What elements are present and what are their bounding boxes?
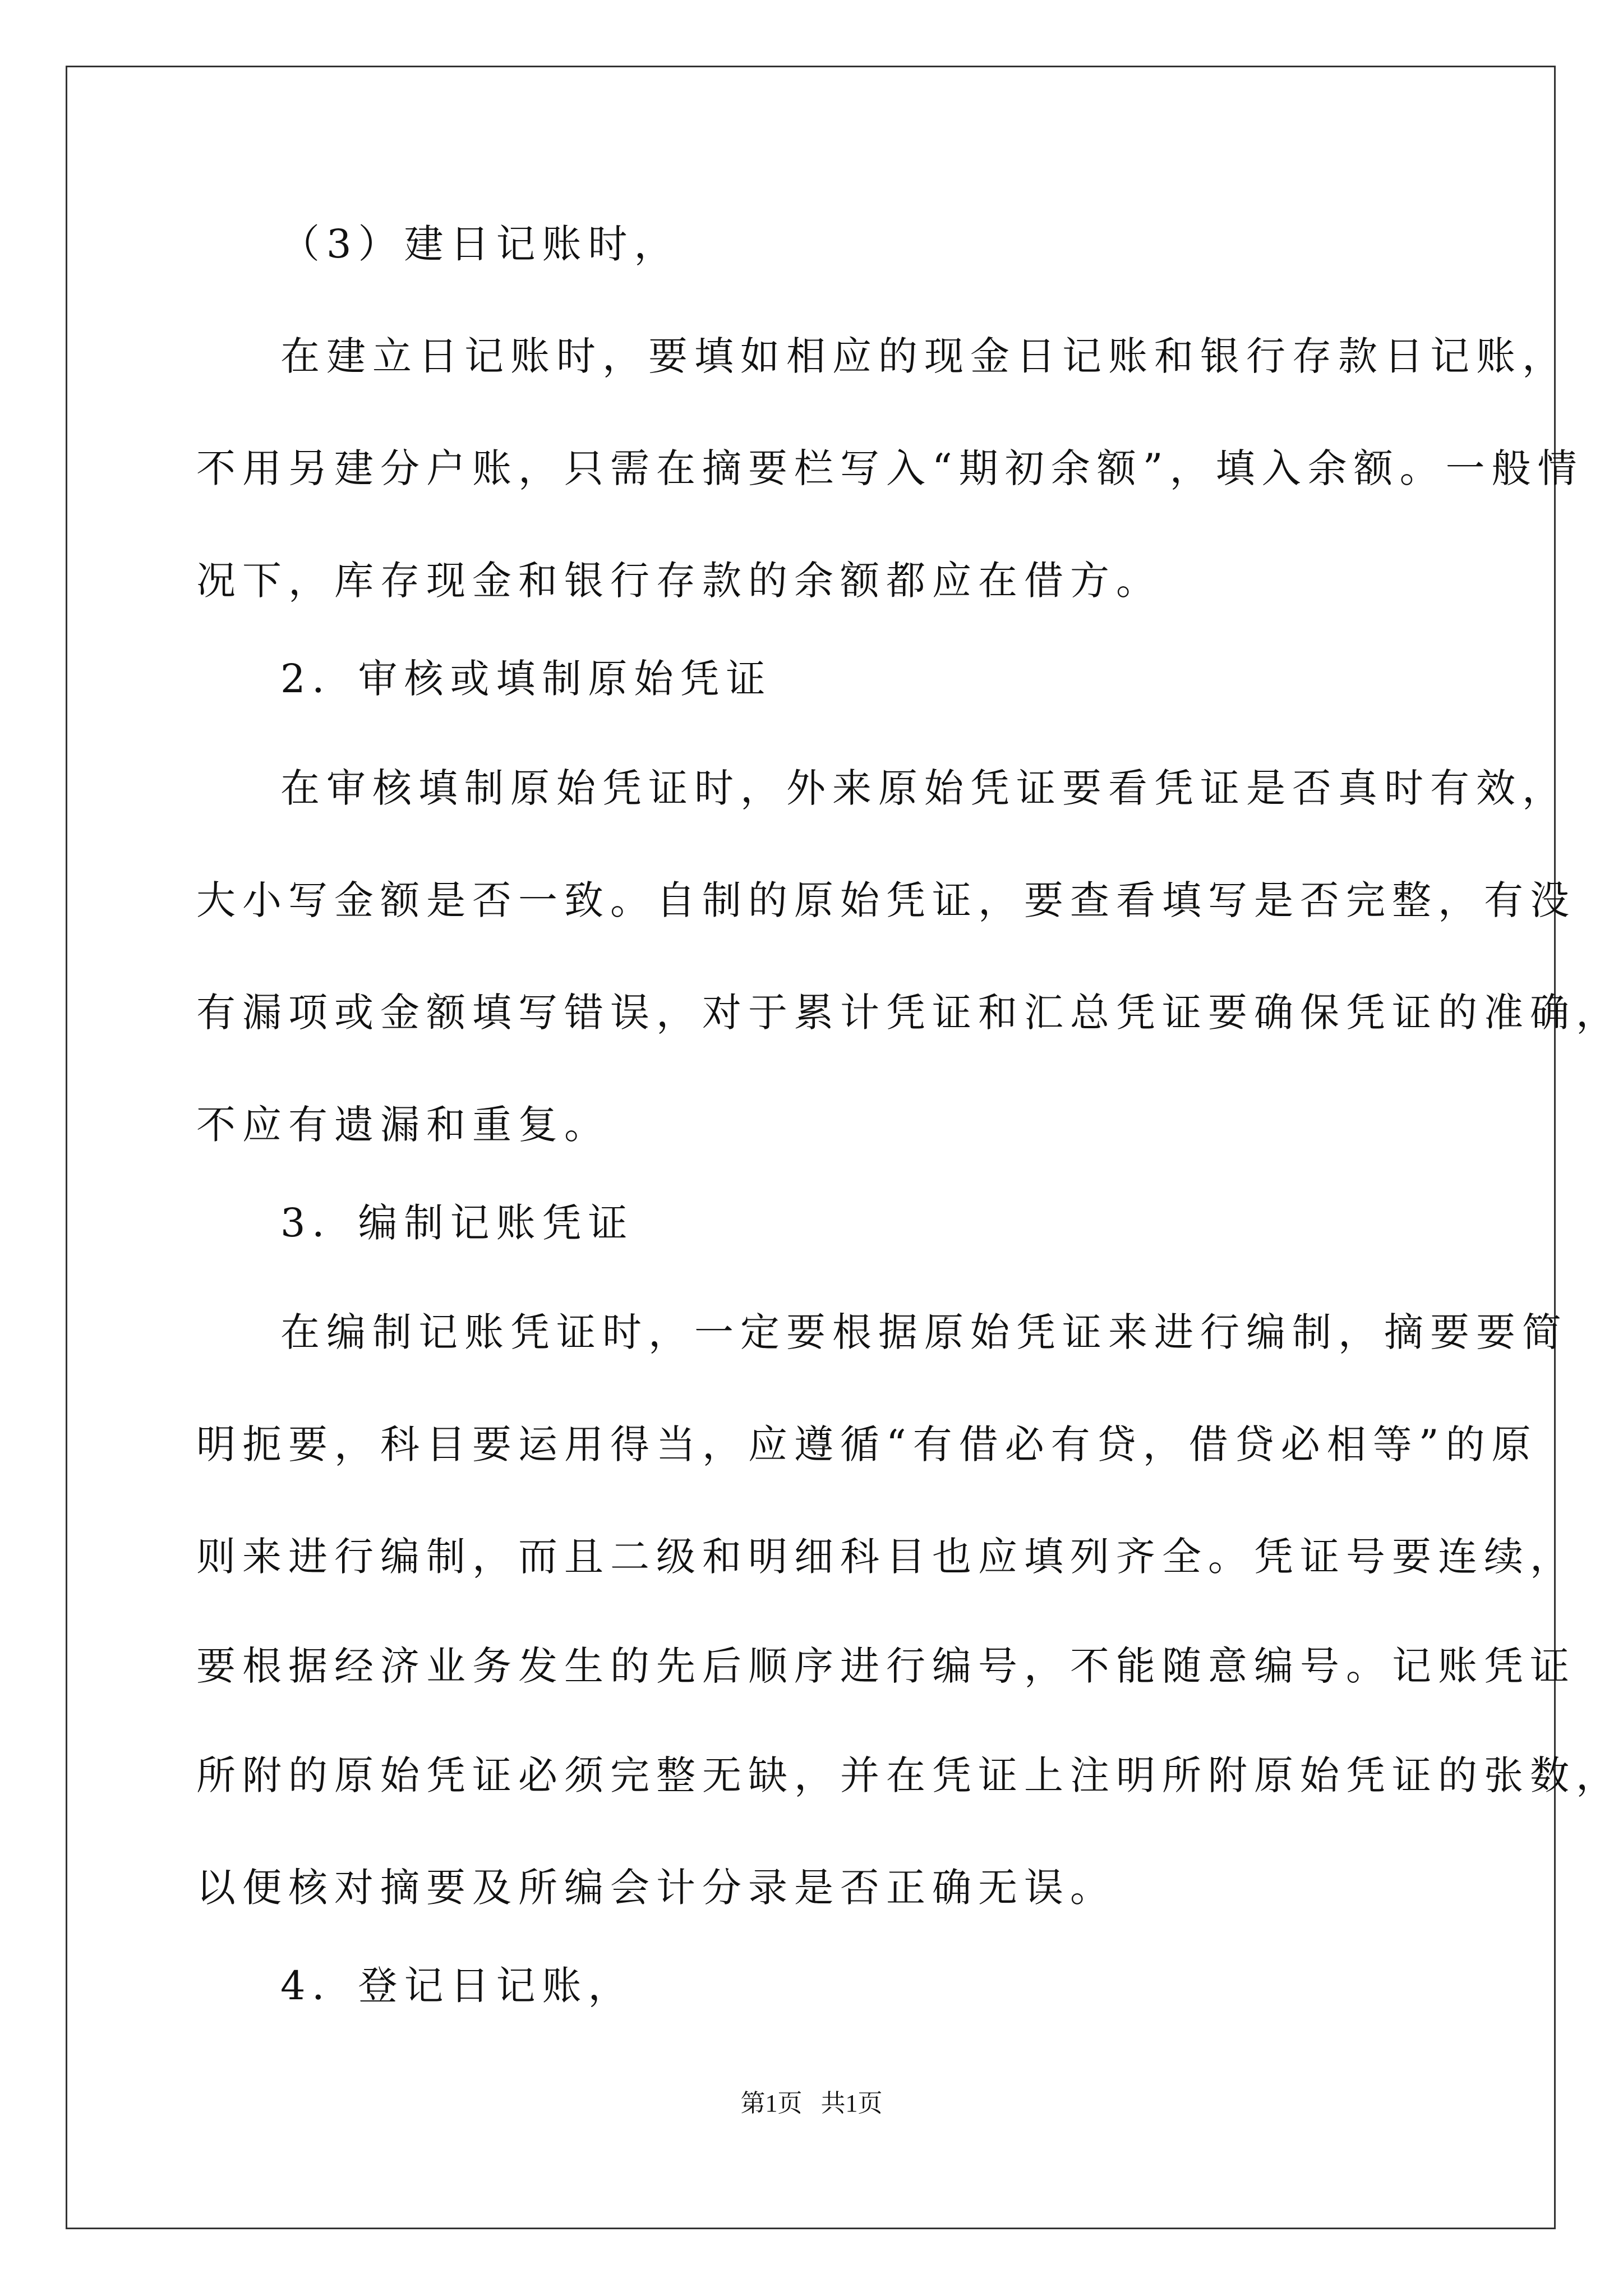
paragraph-line: 在编制记账凭证时，一定要根据原始凭证来进行编制，摘要要简 bbox=[280, 1309, 1568, 1355]
paragraph-line: （3）建日记账时， bbox=[280, 221, 680, 267]
page-footer: 第1页 共1页 bbox=[740, 2090, 883, 2117]
section-heading: 2．审核或填制原始凭证 bbox=[280, 656, 772, 702]
paragraph-line: 大小写金额是否一致。自制的原始凭证，要查看填写是否完整，有没 bbox=[196, 877, 1576, 923]
paragraph-line: 要根据经济业务发生的先后顺序进行编号，不能随意编号。记账凭证 bbox=[196, 1643, 1576, 1689]
paragraph-line: 不用另建分户账，只需在摘要栏写入“期初余额”，填入余额。一般情 bbox=[196, 445, 1584, 491]
section-heading: 4．登记日记账， bbox=[280, 1963, 634, 2009]
paragraph-line: 所附的原始凭证必须完整无缺，并在凭证上注明所附原始凭证的张数， bbox=[196, 1752, 1622, 1798]
paragraph-line: 以便核对摘要及所编会计分录是否正确无误。 bbox=[196, 1865, 1116, 1911]
section-heading: 3．编制记账凭证 bbox=[280, 1200, 634, 1246]
paragraph-line: 况下，库存现金和银行存款的余额都应在借方。 bbox=[196, 558, 1162, 604]
paragraph-line: 在审核填制原始凭证时，外来原始凭证要看凭证是否真时有效， bbox=[280, 765, 1568, 811]
paragraph-line: 则来进行编制，而且二级和明细科目也应填列齐全。凭证号要连续， bbox=[196, 1534, 1576, 1580]
paragraph-line: 在建立日记账时，要填如相应的现金日记账和银行存款日记账， bbox=[280, 333, 1568, 379]
paragraph-line: 不应有遗漏和重复。 bbox=[196, 1102, 610, 1148]
paragraph-line: 明扼要，科目要运用得当，应遵循“有借必有贷，借贷必相等”的原 bbox=[196, 1421, 1538, 1467]
paragraph-line: 有漏项或金额填写错误，对于累计凭证和汇总凭证要确保凭证的准确， bbox=[196, 990, 1622, 1036]
